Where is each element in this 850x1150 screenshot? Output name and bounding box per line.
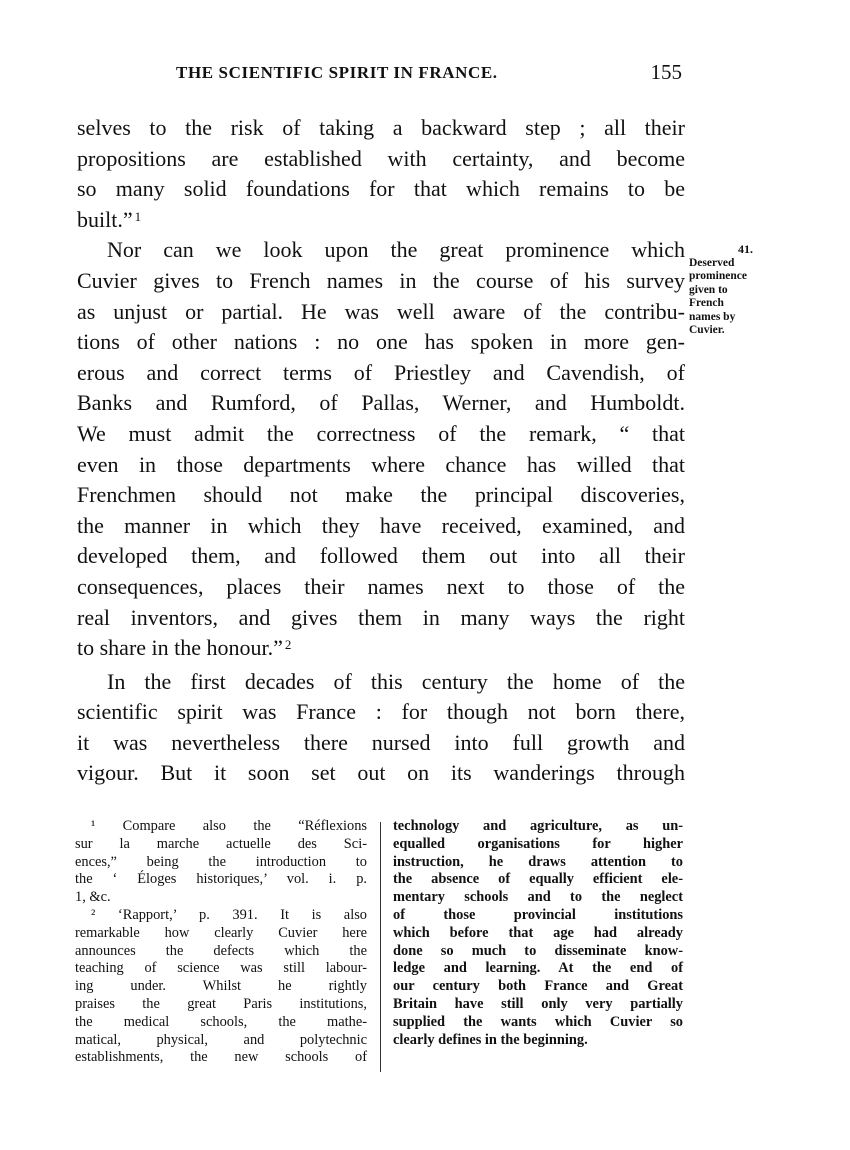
footnote-line: the medical schools, the mathe- [75, 1013, 367, 1030]
text-line: Frenchmen should not make the principal discoveries, [77, 482, 685, 508]
text-line: to share in the honour.” $^2$ [77, 635, 292, 661]
text-line: Cuvier gives to French names in the course of his survey [77, 267, 685, 293]
text-line: consequences, places their names next to those of the [77, 573, 685, 599]
footnote-line: our century both France and Great [393, 978, 683, 995]
text-line: In the first decades of this century the home of the [107, 668, 685, 694]
footnote-line: matical, physical, and polytechnic [75, 1031, 367, 1048]
marginal-note [689, 243, 781, 338]
footnote-line: 1, &c. [75, 889, 111, 906]
footnote-line: announces the defects which the [75, 942, 367, 959]
text-line: propositions are established with certainty, and become [77, 145, 685, 171]
footnote-line: ¹ Compare also the “Réflexions [91, 818, 367, 834]
footnote-line: mentary schools and to the neglect [393, 889, 683, 906]
footnote-line: technology and agriculture, as un- [393, 818, 683, 834]
page-number: 155 [650, 60, 682, 84]
text-line: real inventors, and gives them in many ways the right [77, 604, 685, 630]
column-divider [380, 822, 381, 1072]
footnote-line: establishments, the new schools of [75, 1049, 367, 1066]
marginal-note-line: Cuvier. [689, 324, 725, 336]
marginal-note-line: given to [689, 283, 728, 296]
text-line: We must admit the correctness of the remark, “ that [77, 420, 685, 446]
footnote-line: remarkable how clearly Cuvier here [75, 924, 367, 941]
footnote-column-right [393, 818, 683, 1049]
text-line: vigour. But it soon set out on its wanderings through [77, 760, 685, 786]
text-line: it was nevertheless there nursed into full growth and [77, 729, 685, 755]
footnote-line: ing under. Whilst he rightly [75, 978, 367, 995]
text-line: so many solid foundations for that which remains to be [77, 176, 685, 202]
text-line: Banks and Rumford, of Pallas, Werner, and Humboldt. [77, 390, 685, 416]
text-line: erous and correct terms of Priestley and Cavendish, of [77, 359, 685, 385]
running-head [176, 60, 686, 89]
footnote-line: of those provincial institutions [393, 906, 683, 923]
footnote-line: supplied the wants which Cuvier so [393, 1013, 683, 1030]
running-title: THE SCIENTIFIC SPIRIT IN FRANCE. [176, 63, 498, 82]
footnote-line: teaching of science was still labour- [75, 960, 367, 977]
marginal-note-number: 41. [738, 242, 753, 256]
footnote-line: equalled organisations for higher [393, 835, 683, 852]
footnote-line: clearly defines in the beginning. [393, 1031, 588, 1048]
marginal-note-line: French [689, 297, 724, 309]
text-line: even in those departments where chance has willed that [77, 451, 685, 477]
footnote-line: which before that age had already [393, 924, 683, 941]
text-line: built.” $^1$ [77, 206, 142, 232]
main-text [77, 113, 685, 789]
footnote-line: the absence of equally efficient ele- [393, 871, 683, 888]
text-line: Nor can we look upon the great prominence which [107, 237, 685, 263]
text-line: the manner in which they have received, examined, and [77, 512, 685, 538]
text-line: developed them, and followed them out into all their [77, 543, 685, 569]
footnote-line: done so much to disseminate know- [393, 942, 683, 959]
text-line: scientific spirit was France : for though not born there, [77, 699, 685, 725]
footnote-line: ledge and learning. At the end of [393, 960, 683, 977]
text-line: selves to the risk of taking a backward step ; all their [77, 115, 685, 140]
footnote-ref: 1 [134, 208, 142, 224]
footnote-ref: 2 [284, 637, 292, 653]
footnote-line: sur la marche actuelle des Sci- [75, 835, 367, 852]
footnote-column-left [75, 818, 367, 1067]
marginal-note-line: prominence [689, 270, 747, 282]
marginal-note-line: names by [689, 310, 736, 323]
footnote-line: instruction, he draws attention to [393, 853, 683, 870]
footnote-line: ² ‘Rapport,’ p. 391. It is also [91, 906, 367, 923]
text-line: as unjust or partial. He was well aware of the contribu- [77, 298, 685, 324]
footnote-line: ences,” being the introduction to [75, 853, 367, 870]
marginal-note-line: Deserved [689, 256, 735, 269]
text-line: tions of other nations : no one has spoken in more gen- [77, 329, 685, 355]
footnote-line: praises the great Paris institutions, [75, 995, 367, 1012]
footnote-line: Britain have still only very partially [393, 995, 683, 1012]
footnote-line: the ‘ Éloges historiques,’ vol. i. p. [75, 871, 367, 888]
footnotes [75, 818, 687, 1078]
